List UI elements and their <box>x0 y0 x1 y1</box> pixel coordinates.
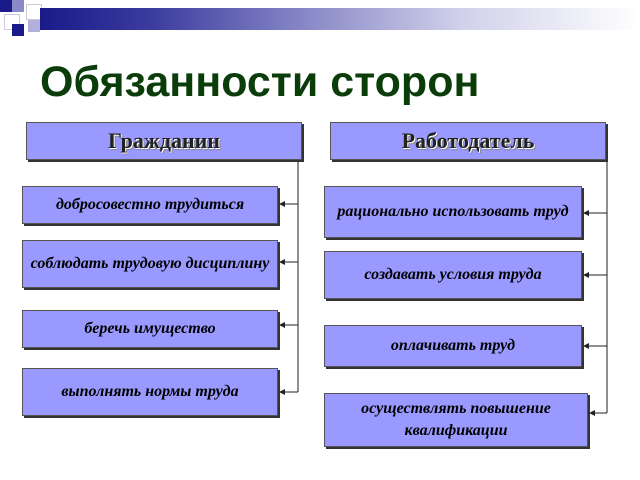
citizen-duty: беречь имущество <box>22 310 278 348</box>
employer-header: Работодатель <box>330 122 606 160</box>
page-title: Обязанности сторон <box>40 58 480 106</box>
employer-duty: создавать условия труда <box>324 251 582 299</box>
citizen-duty: добросовестно трудиться <box>22 186 278 224</box>
employer-duty: осуществлять повышение квалификации <box>324 393 588 447</box>
citizen-duty: соблюдать трудовую дисциплину <box>22 240 278 288</box>
employer-duty: рационально использовать труд <box>324 186 582 238</box>
citizen-duty: выполнять нормы труда <box>22 368 278 416</box>
employer-duty: оплачивать труд <box>324 325 582 367</box>
citizen-header: Гражданин <box>26 122 302 160</box>
